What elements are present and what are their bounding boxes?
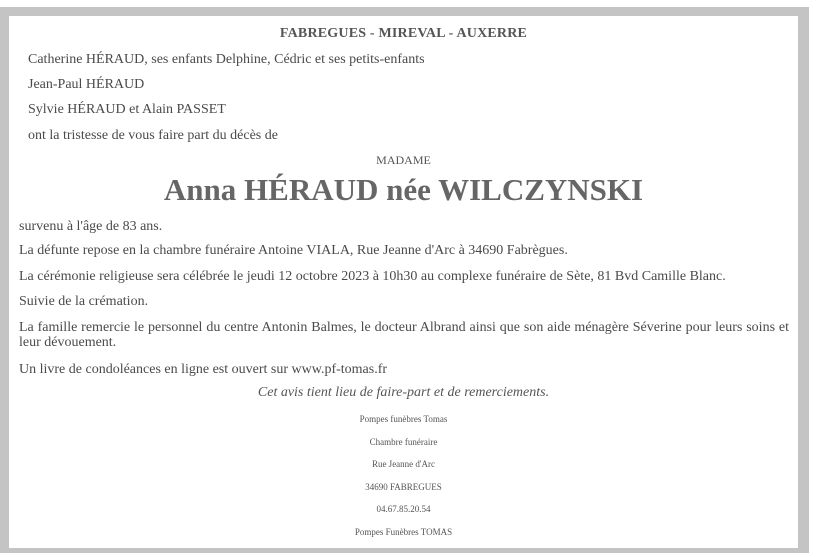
deceased-name: Anna HÉRAUD née WILCZYNSKI [163,172,644,207]
family-line: Catherine HÉRAUD, ses enfants Delphine, Cédric et ses petits-enfants [28,52,425,67]
footer-line: Chambre funéraire [369,437,438,447]
ceremony-line: La cérémonie religieuse sera célébrée le jeudi 12 octobre 2023 à 10h30 au complexe funéraire de Sète, 81 Bvd Camille Blanc. [19,269,726,284]
cremation-line: Suivie de la crémation. [19,294,149,309]
thanks-paragraph: La famille remercie le personnel du centre Antonin Balmes, le docteur Albrand ainsi que son aide ménagère Séverine pour leurs soins et leur dévouement. [19,320,789,350]
obituary-notice [9,16,798,548]
family-line: Jean-Paul HÉRAUD [28,77,145,92]
age-line: survenu à l'âge de 83 ans. [19,219,163,234]
footer-phone: 04.67.85.20.54 [376,504,431,514]
repose-line: La défunte repose en la chambre funéraire Antoine VIALA, Rue Jeanne d'Arc à 34690 Fabrègues. [19,243,568,258]
locations-header: FABREGUES - MIREVAL - AUXERRE [279,26,528,41]
condolences-line: Un livre de condoléances en ligne est ouvert sur www.pf-tomas.fr [19,362,388,377]
honorific: MADAME [376,153,431,167]
footer-line: Rue Jeanne d'Arc [371,459,436,469]
footer-line: Pompes Funèbres TOMAS [354,527,453,537]
footer-line: Pompes funèbres Tomas [359,414,448,424]
notice-statement: Cet avis tient lieu de faire-part et de remerciements. [257,385,550,400]
announcement-line: ont la tristesse de vous faire part du décès de [28,128,278,143]
family-line: Sylvie HÉRAUD et Alain PASSET [28,102,226,117]
footer-line: 34690 FABREGUES [365,482,442,492]
